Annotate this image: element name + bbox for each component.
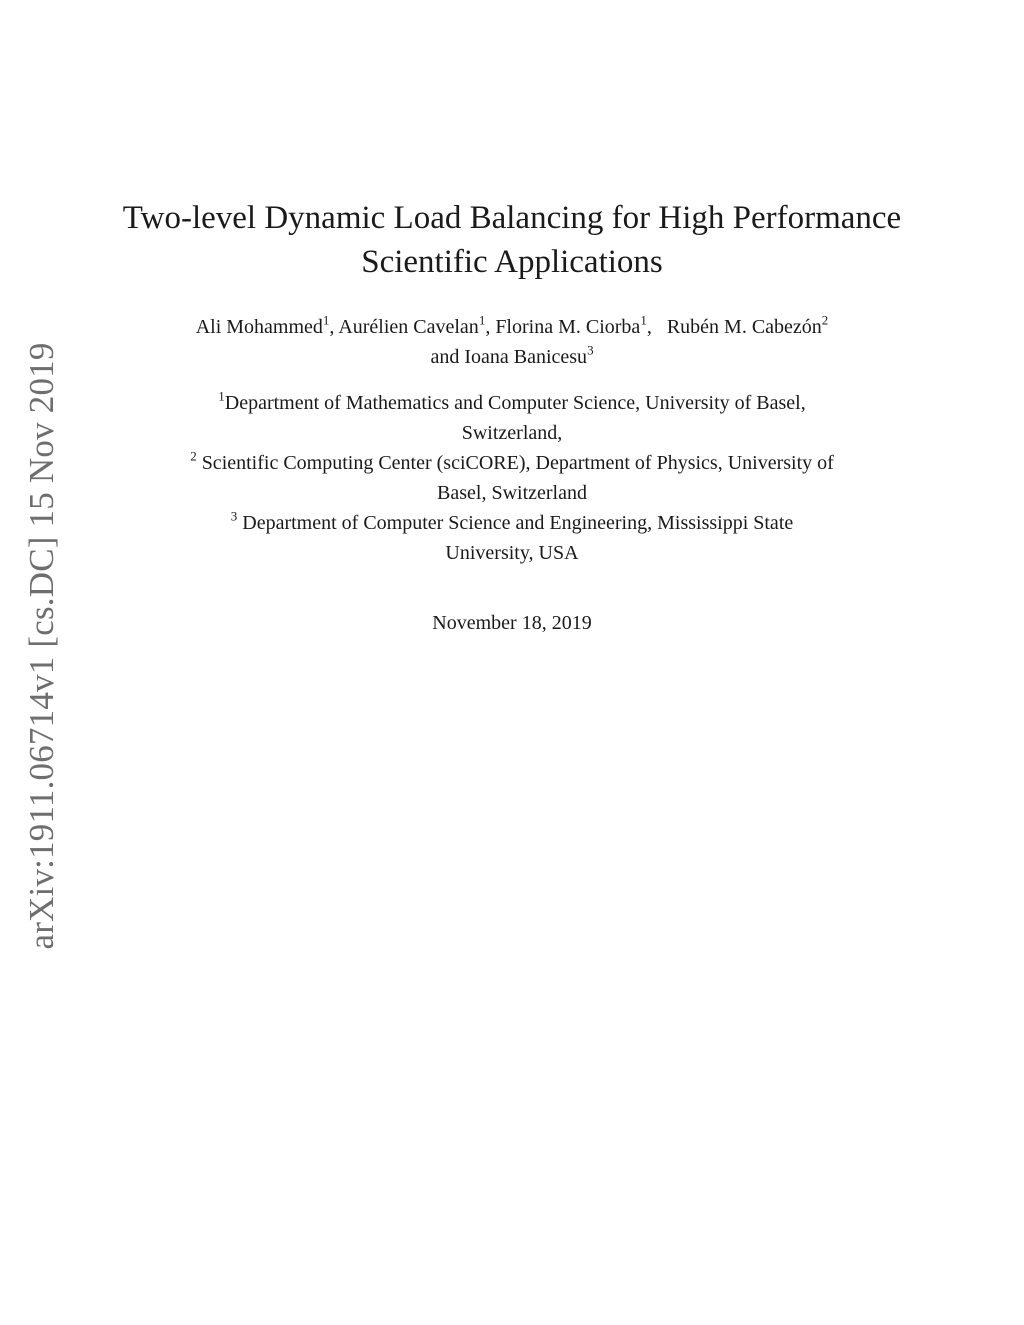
affiliation-text: University, USA [445,542,579,564]
title-line-2: Scientific Applications [361,244,663,280]
paper-title [100,196,924,284]
arxiv-identifier: arXiv:1911.06714v1 [cs.DC] 15 Nov 2019 [22,342,61,950]
affiliation-mark: 3 [230,508,238,524]
affiliation-list [100,388,924,568]
affiliation-text: Switzerland, [461,422,563,444]
paper-header [100,196,924,638]
affiliation-1 [100,388,924,448]
author-affil-mark: 3 [587,342,594,358]
author-name: Rubén M. Cabezón [666,316,822,338]
affiliation-text: Basel, Switzerland [437,482,587,504]
affiliation-2 [100,448,924,508]
affiliation-3 [100,508,924,568]
affiliation-text: Scientific Computing Center (sciCORE), Department of Physics, University of [201,452,834,474]
author-affil-mark: 1 [322,312,330,328]
author-name: Florina M. Ciorba [495,316,641,338]
affiliation-text: Department of Computer Science and Engineering, Mississippi State [242,512,794,534]
affiliation-text: Department of Mathematics and Computer Science, University of Basel, [224,392,806,414]
author-name: Ioana Banicesu [464,346,588,368]
affiliation-mark: 1 [218,388,225,404]
affiliation-mark: 2 [190,448,197,464]
author-joiner: and [430,346,460,368]
author-list: Ali Mohammed$^1$, Aurélien Cavelan$^1$, Florina M. Ciorba$^1$, Rubén M. Cabezón$^2$ and Ioana Banicesu$^3$ [195,312,829,368]
author-affil-mark: 2 [821,312,829,328]
author-affil-mark: 1 [640,312,647,328]
title-line-1: Two-level Dynamic Load Balancing for High Performance [122,200,902,236]
paper-date: November 18, 2019 [432,612,592,634]
author-name: Ali Mohammed [195,316,323,338]
author-name: Aurélien Cavelan [338,316,479,338]
author-affil-mark: 1 [478,312,486,328]
